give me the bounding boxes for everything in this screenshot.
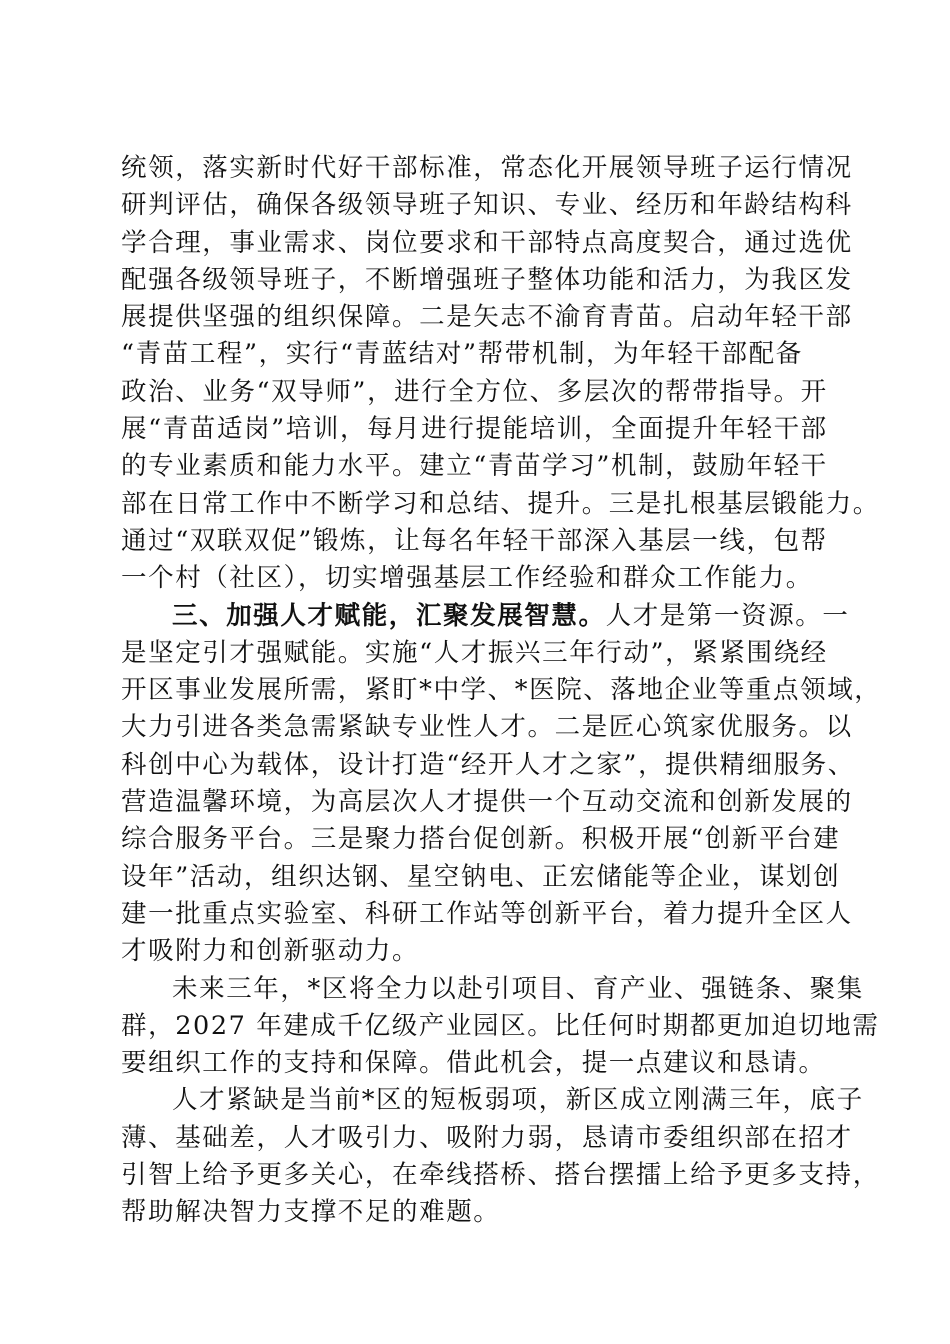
paragraph-talent-request: [121, 1082, 880, 1231]
text-line: 薄、基础差，人才吸引力、吸附力弱，恳请市委组织部在招才: [121, 1122, 853, 1153]
text-line: 帮助解决智力支撑不足的难题。: [121, 1197, 501, 1228]
text-line: 综合服务平台。三是聚力搭台促创新。积极开展“创新平台建: [121, 824, 841, 855]
text-line: 配强各级领导班子，不断增强班子整体功能和活力，为我区发: [121, 264, 853, 295]
paragraph-talent-empowerment: [121, 598, 882, 971]
text-line: 设年”活动，组织达钢、星空钠电、正宏储能等企业，谋划创: [121, 861, 841, 892]
paragraph-future-plan: [121, 971, 880, 1083]
text-line: 引智上给予更多关心，在牵线搭桥、搭台摆擂上给予更多支持，: [121, 1160, 880, 1191]
text-line: 展“青苗适岗”培训，每月进行提能培训，全面提升年轻干部: [121, 414, 828, 445]
text-line: 营造温馨环境，为高层次人才提供一个互动交流和创新发展的: [121, 787, 853, 818]
text-line: 群，2027 年建成千亿级产业园区。比任何时期都更加迫切地需: [121, 1010, 880, 1041]
text-line: 的专业素质和能力水平。建立“青苗学习”机制，鼓励年轻干: [121, 451, 828, 482]
text-line: 部在日常工作中不断学习和总结、提升。三是扎根基层锻能力。: [121, 488, 880, 519]
text-line: 政治、业务“双导师”，进行全方位、多层次的帮带指导。开: [121, 376, 828, 407]
text-line: 才吸附力和创新驱动力。: [121, 936, 420, 967]
text-line: 是坚定引才强赋能。实施“人才振兴三年行动”，紧紧围绕经: [121, 637, 828, 668]
text-line: 统领，落实新时代好干部标准，常态化开展领导班子运行情况: [121, 153, 853, 183]
text-line: 未来三年，*区将全力以赴引项目、育产业、强链条、聚集: [172, 973, 864, 1004]
section-heading: 三、加强人才赋能，汇聚发展智慧。: [172, 600, 606, 631]
text-line: 一个村（社区），切实增强基层工作经验和群众工作能力。: [121, 563, 813, 594]
text-line: 要组织工作的支持和保障。借此机会，提一点建议和恳请。: [121, 1048, 826, 1079]
heading-line-rest: 人才是第一资源。一: [605, 600, 850, 631]
text-line: “青苗工程”，实行“青蓝结对”帮带机制，为年轻干部配备: [121, 339, 803, 370]
text-line: 学合理，事业需求、岗位要求和干部特点高度契合，通过选优: [121, 227, 853, 258]
text-line: 通过“双联双促”锻炼，让每名年轻干部深入基层一线，包帮: [121, 525, 828, 556]
document-body: [121, 150, 882, 1232]
text-line: 展提供坚强的组织保障。二是矢志不渝育青苗。启动年轻干部: [121, 302, 853, 333]
text-line: [121, 598, 850, 635]
text-line: 科创中心为载体，设计打造“经开人才之家”，提供精细服务、: [121, 749, 855, 780]
paragraph-young-cadres: [121, 150, 880, 598]
text-line: 建一批重点实验室、科研工作站等创新平台，着力提升全区人: [121, 898, 853, 929]
text-line: 人才紧缺是当前*区的短板弱项，新区成立刚满三年，底子: [172, 1085, 864, 1116]
text-line: 开区事业发展所需，紧盯*中学、*医院、落地企业等重点领域，: [121, 675, 882, 706]
text-line: 研判评估，确保各级领导班子知识、专业、经历和年龄结构科: [121, 190, 853, 221]
text-line: 大力引进各类急需紧缺专业性人才。二是匠心筑家优服务。以: [121, 712, 853, 743]
